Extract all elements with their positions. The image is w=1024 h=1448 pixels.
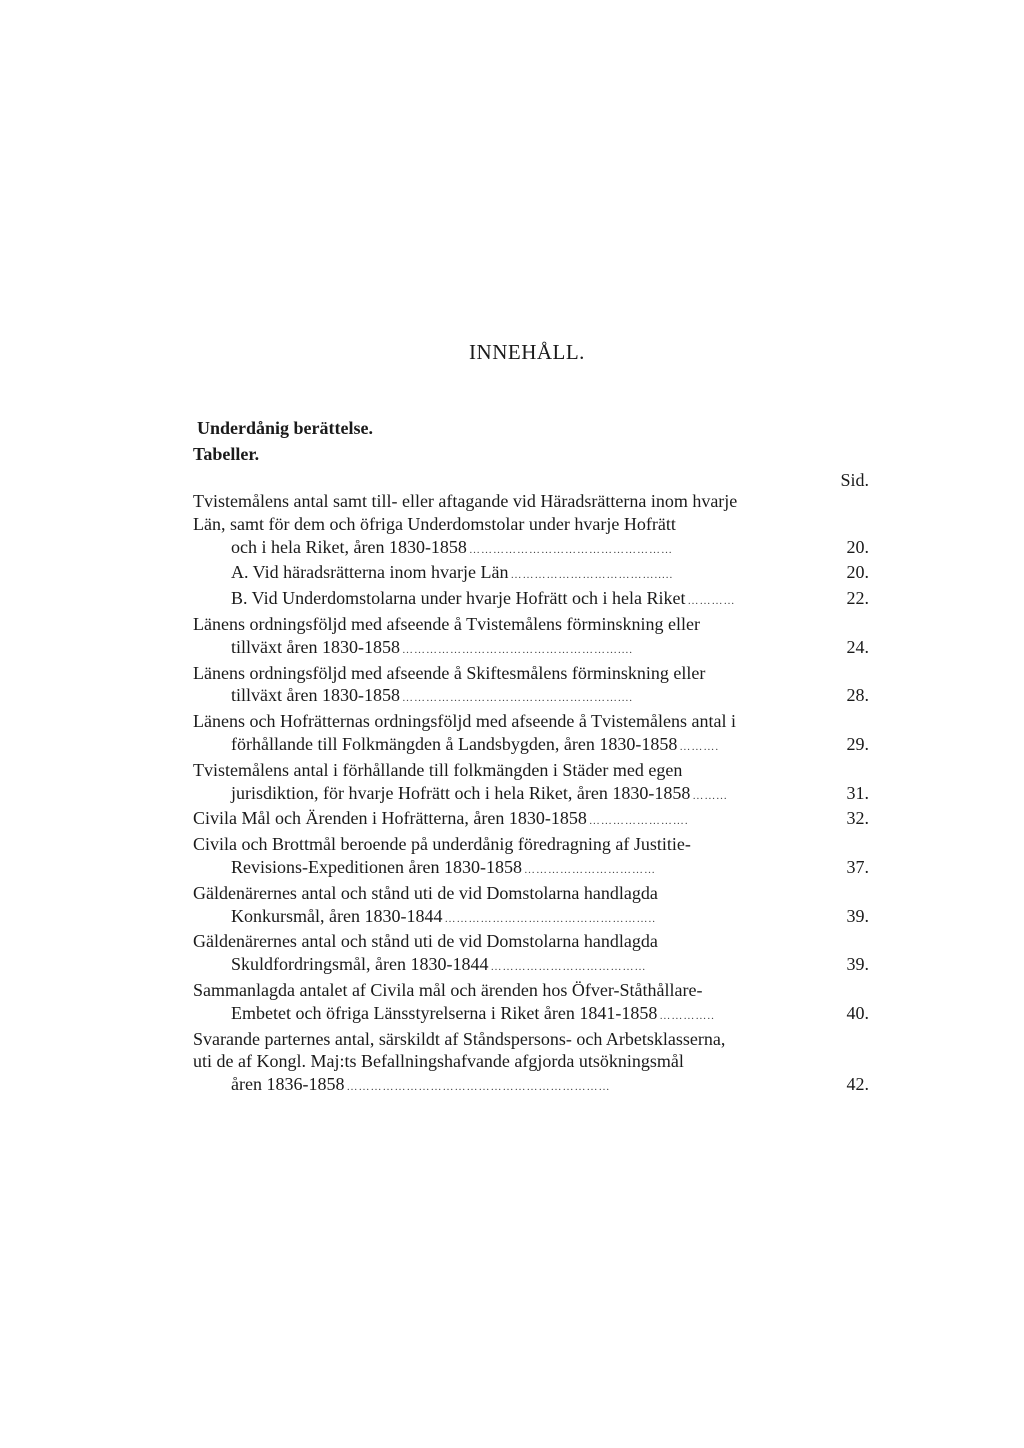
table-of-contents <box>193 490 869 1099</box>
toc-entry <box>193 833 869 882</box>
toc-entry-title-line: Civila och Brottmål beroende på underdånig föredragning af Justitie- <box>193 834 691 855</box>
dot-leader: ………………………………………………………… <box>346 1081 611 1094</box>
toc-entry <box>193 490 869 561</box>
toc-entry-leader-line <box>231 1073 869 1099</box>
toc-page-number: 28. <box>846 685 869 706</box>
toc-entry-text: A. Vid häradsrätterna inom hvarje Län <box>231 562 509 583</box>
page-column-label: Sid. <box>840 470 869 490</box>
toc-entry-title-line: Gäldenärernes antal och stånd uti de vid Domstolarna handlagda <box>193 882 658 903</box>
toc-entry-leader-line <box>231 856 869 882</box>
section-heading: Underdånig berättelse. <box>197 418 373 438</box>
toc-entry-title-line: Tvistemålens antal samt till- eller aftagande vid Häradsrätterna inom hvarje <box>193 491 738 511</box>
toc-entry-text: Revisions-Expeditionen åren 1830-1858 <box>231 856 522 877</box>
toc-entry-leader-line <box>231 905 869 931</box>
toc-entry-title-line: Länens ordningsföljd med afseende å Skiftesmålens förminskning eller <box>193 662 706 683</box>
dot-leader: ……... <box>692 789 728 802</box>
page-title: INNEHÅLL. <box>469 340 585 364</box>
section-subheading: Tabeller. <box>193 444 260 464</box>
toc-entry-leader-line <box>231 733 869 759</box>
toc-entry <box>193 759 869 808</box>
toc-entry-title-line: Svarande parternes antal, särskildt af Ståndspersons- och Arbetsklasserna, <box>193 1028 726 1049</box>
toc-entry-continuation-line: uti de af Kongl. Maj:ts Befallningshafvande afgjorda utsökningsmål <box>193 1051 684 1072</box>
dot-leader: ………… <box>687 595 736 608</box>
toc-entry-text: Embetet och öfriga Länsstyrelserna i Riket åren 1841-1858 <box>231 1002 658 1023</box>
toc-entry-text: Skuldfordringsmål, åren 1830-1844 <box>231 954 489 975</box>
toc-entry <box>193 613 869 662</box>
toc-entry-title-line: Länens ordningsföljd med afseende å Tvistemålens förminskning eller <box>193 613 701 634</box>
toc-entry-text: jurisdiktion, för hvarje Hofrätt och i hela Riket, åren 1830-1858 <box>231 782 691 803</box>
toc-entry-leader-line <box>231 636 869 662</box>
toc-entry <box>193 587 869 613</box>
toc-entry-leader-line <box>231 953 869 979</box>
toc-entry-leader-line <box>193 807 869 833</box>
toc-entry-leader-line <box>231 782 869 808</box>
toc-page-number: 40. <box>846 1002 869 1023</box>
dot-leader: ………………………………… <box>490 961 647 974</box>
toc-page-number: 42. <box>846 1074 869 1095</box>
dot-leader: ……………………. <box>588 815 689 828</box>
toc-page-number: 39. <box>846 954 869 975</box>
toc-entry-leader-line <box>231 1002 869 1028</box>
toc-page-number: 24. <box>846 636 869 657</box>
toc-entry-title-line: Gäldenärernes antal och stånd uti de vid Domstolarna handlagda <box>193 931 658 952</box>
dot-leader: ……………………………………………….... <box>401 643 633 656</box>
toc-entry-text: Civila Mål och Ärenden i Hofrätterna, åren 1830-1858 <box>193 808 587 829</box>
toc-entry-text: tillväxt åren 1830-1858 <box>231 636 400 657</box>
toc-page-number: 20. <box>846 562 869 583</box>
toc-entry-continuation-line: Län, samt för dem och öfriga Underdomstolar under hvarje Hofrätt <box>193 513 676 534</box>
dot-leader: …………………………………………… <box>468 543 673 556</box>
dot-leader: ……………………………………………….... <box>401 692 633 705</box>
dot-leader: ………………………………..... <box>510 569 674 582</box>
toc-entry <box>193 930 869 979</box>
toc-entry-title-line: Sammanlagda antalet af Civila mål och ärenden hos Öfver-Ståthållare- <box>193 979 703 1000</box>
toc-entry <box>193 561 869 587</box>
toc-entry <box>193 979 869 1028</box>
dot-leader: …………………………… <box>523 863 656 876</box>
toc-page-number: 32. <box>846 808 869 829</box>
toc-entry-leader-line <box>231 684 869 710</box>
toc-entry <box>193 662 869 711</box>
dot-leader: ………. <box>679 740 720 753</box>
toc-page-number: 29. <box>846 733 869 754</box>
toc-entry-title-line: Tvistemålens antal i förhållande till folkmängden i Städer med egen <box>193 759 683 780</box>
toc-page-number: 31. <box>846 782 869 803</box>
toc-entry <box>193 710 869 759</box>
toc-entry-leader-line <box>231 561 869 587</box>
toc-entry-text: Konkursmål, åren 1830-1844 <box>231 905 443 926</box>
toc-page-number: 22. <box>846 588 869 609</box>
toc-entry-text: B. Vid Underdomstolarna under hvarje Hofrätt och i hela Riket <box>231 588 686 609</box>
dot-leader: …………………………………………….. <box>444 912 656 925</box>
toc-entry-text: förhållande till Folkmängden å Landsbygden, åren 1830-1858 <box>231 733 678 754</box>
toc-page-number: 20. <box>846 536 869 557</box>
toc-entry-text: och i hela Riket, åren 1830-1858 <box>231 536 467 557</box>
toc-entry-text: tillväxt åren 1830-1858 <box>231 685 400 706</box>
toc-page-number: 39. <box>846 905 869 926</box>
toc-entry-title-line: Länens och Hofrätternas ordningsföljd med afseende å Tvistemålens antal i <box>193 711 736 732</box>
toc-entry-text: åren 1836-1858 <box>231 1074 345 1095</box>
toc-entry <box>193 1028 869 1099</box>
toc-page-number: 37. <box>846 856 869 877</box>
toc-entry-leader-line <box>231 536 869 562</box>
toc-entry <box>193 807 869 833</box>
toc-entry-leader-line <box>231 587 869 613</box>
toc-entry <box>193 882 869 931</box>
dot-leader: ………….. <box>659 1009 715 1022</box>
